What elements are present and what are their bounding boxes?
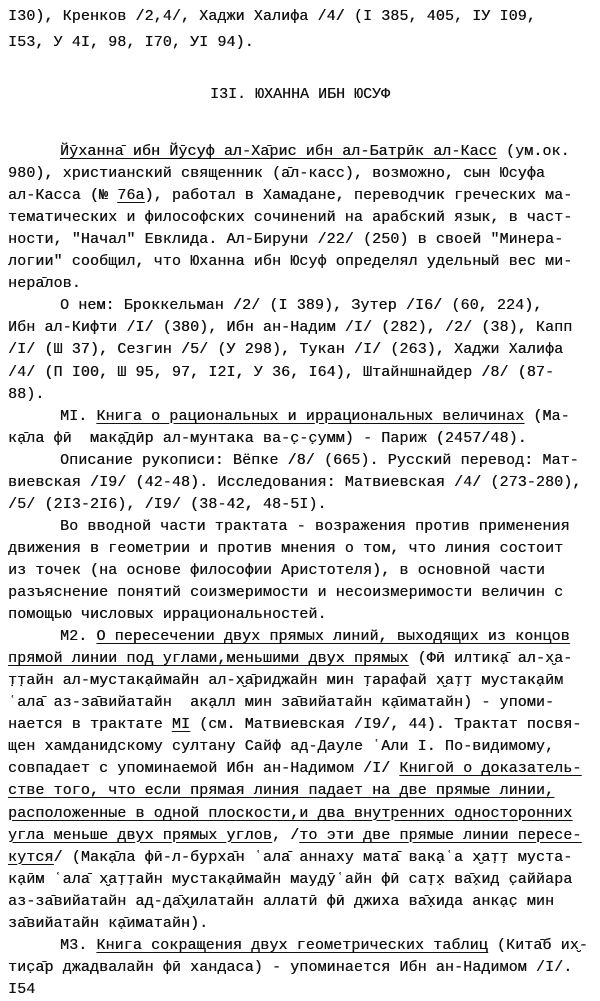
paragraph-first-line: [60, 516, 570, 538]
text-segment: (Ма-: [524, 407, 570, 425]
text-segment: помощью числовых иррациональностей.: [8, 606, 327, 624]
text-segment: ал-Касса (№: [8, 187, 118, 205]
text-line: I30), Кренков /2,4/, Хаджи Халифа /4/ (I 385, 405, IУ I09,: [8, 8, 536, 25]
paragraph-first-line: [60, 295, 542, 317]
text-line: [8, 803, 572, 825]
underlined-title: О пересечении двух прямых линий, выходящих из концов: [96, 628, 570, 646]
underlined-title: MI: [171, 716, 191, 734]
section-heading: I3I. ЮХАННА ИБН ЮСУФ: [209, 86, 391, 103]
text-line: [8, 494, 327, 516]
text-line: [8, 207, 572, 229]
text-line: [8, 251, 572, 273]
text-segment: , /: [271, 826, 300, 844]
text-segment: / (Мака̣̄ла фӣ-л-бурха̄н ʿала̄ аннаху мата̄ вака̣ʿа х̮ат̣т̣ муста-: [53, 848, 573, 866]
text-segment: (Фӣ илтика̣̄ ал-х̮а-: [408, 650, 573, 668]
text-line: [8, 825, 581, 847]
text-segment: разъяснение понятий соизмеримости и несоизмеримости величин с: [8, 584, 564, 601]
paragraph-first-line: [60, 935, 588, 957]
text-line: [8, 780, 554, 802]
underlined-title: Книга сокращения двух геометрических таблиц: [96, 936, 488, 954]
underlined-title: Книгой о доказатель-: [399, 760, 582, 778]
text-line: [8, 538, 563, 560]
text-segment: нается в трактате: [8, 716, 172, 734]
text-segment: т̣т̣айн ал-мустака̣ӣмайн ал-х̮а̄риджайн мин т̣арафай х̮ат̣т̣ мустака̣ӣм: [8, 672, 564, 690]
text-segment: движения в геометрии и против мнения о том, что линия состоит: [8, 539, 564, 557]
text-segment: ности, "Начал" Евклида. Ал-Бируни /22/ (250) в своей "Минера-: [8, 231, 564, 249]
text-segment: MI.: [60, 407, 97, 425]
text-segment: I54: [8, 980, 36, 998]
text-line: I53, У 4I, 98, I70, УI 94).: [8, 34, 254, 51]
text-segment: Во вводной части трактата - возражения против применения: [60, 517, 570, 535]
text-segment: аз-за̄вийатайн ад-да̄х̮илатайн аллатӣ фӣ джиха ва̄х̣ида анка̣с̣ мин: [8, 892, 555, 910]
text-segment: ка̣ӣм ʿала̄ х̮ат̣т̣айн мустака̣ӣмайн мауд̣ӯʿайн фӣ сат̣х̣ ва̄х̣ид с̣аййара: [8, 870, 573, 888]
text-line: [8, 229, 563, 251]
text-line: [8, 472, 581, 494]
text-segment: тис̣а̄р джадвалайн фӣ хандаса) - упоминается Ибн ан-Надимом /I/.: [8, 958, 573, 976]
text-segment: О нем: Броккельман /2/ (I 389), Зутер /I6/ (60, 224),: [60, 297, 543, 315]
text-line: [8, 736, 554, 758]
text-line: [8, 913, 208, 935]
text-segment: 88).: [8, 385, 45, 403]
text-line: [8, 648, 572, 670]
text-segment: тематических и философских сочинений на арабский язык, в част-: [8, 209, 573, 227]
underlined-title: 76а: [117, 187, 145, 205]
text-line: [8, 604, 327, 626]
underlined-title: Йӯханна̄ ибн Йӯсуф ал-Ха̄рис ибн ал-Батрӣк ал-Касс: [60, 143, 497, 160]
text-segment: ка̣̄ла фӣ мака̣̄дӣр ал-мунтака ва-с̣-с̣умм) - Париж (2457/48).: [8, 429, 527, 447]
text-line: [8, 582, 563, 604]
text-segment: /I/ (Ш 37), Сезгин /5/ (У 298), Тукан /I/ (263), Хаджи Халифа: [8, 341, 564, 359]
underlined-title: кутся: [8, 848, 54, 866]
text-line: [8, 957, 572, 979]
text-line: [8, 362, 554, 384]
text-line: [8, 273, 81, 295]
text-segment: совпадает с упоминаемой Ибн ан-Надимом /I/: [8, 760, 400, 778]
text-segment: Описание рукописи: Вёпке /8/ (665). Русский перевод: Мат-: [60, 451, 579, 469]
text-segment: за̄вийатайн ка̣̄иматайн).: [8, 914, 209, 932]
paragraph-first-line: [60, 406, 570, 428]
underlined-title: то эти две прямые линии пересе-: [299, 826, 582, 844]
text-segment: /4/ (П I00, Ш 95, 97, I2I, У 36, I64), Штайншнайдер /8/ (87-: [8, 363, 555, 381]
text-line: [8, 891, 554, 913]
text-segment: M3.: [60, 936, 97, 954]
text-segment: /5/ (2I3-2I6), /I9/ (38-42, 48-5I).: [8, 495, 327, 513]
underlined-title: Книга о рациональных и иррациональных величинах: [96, 407, 525, 425]
text-segment: нера̄лов.: [8, 275, 81, 293]
text-line: [8, 317, 572, 339]
text-line: [8, 847, 572, 869]
underlined-title: угла меньше двух прямых углов: [8, 826, 272, 844]
text-line: [8, 714, 581, 736]
text-segment: виевская /I9/ (42-48). Исследования: Матвиевская /4/ (273-280),: [8, 473, 582, 491]
text-segment: ), работал в Хамадане, переводчик греческих ма-: [144, 187, 573, 205]
text-segment: M2.: [60, 628, 97, 646]
text-segment: (ум.ок.: [496, 143, 570, 160]
underlined-title: расположенные в одной плоскости,и два внутренних односторонних: [8, 804, 573, 822]
underlined-title: прямой линии под углами,меньшими двух прямых: [8, 650, 409, 668]
text-line: [8, 869, 572, 891]
text-line: [8, 185, 572, 207]
text-segment: щен хамданидскому султану Сайф ад-Дауле ʿАли I. По-видимому,: [8, 738, 555, 756]
text-segment: из точек (на основе философии Аристотеля), в основной части: [8, 561, 545, 579]
text-line: [8, 339, 563, 361]
underlined-title: стве того, что если прямая линия падает на две прямые линии,: [8, 782, 555, 800]
paragraph-first-line: [60, 450, 579, 472]
text-segment: логии" сообщил, что Юханна ибн Юсуф определял удельный вес ми-: [8, 253, 573, 271]
text-line: [8, 670, 563, 692]
text-segment: 980), христианский священник (а̄л-касс), возможно, сын Юсуфа: [8, 165, 545, 183]
text-segment: ʿала̄ аз-за̄вийатайн ака̣лл мин за̄вийатайн ка̣̄иматайн) - упоми-: [8, 694, 555, 712]
text-line: [8, 979, 35, 1001]
text-line: [8, 560, 545, 582]
paragraph-first-line: [60, 626, 570, 648]
text-line: [8, 384, 44, 406]
paragraph-first-line: [60, 141, 570, 163]
text-segment: Ибн ал-Кифти /I/ (380), Ибн ан-Надим /I/ (282), /2/ (38), Капп: [8, 319, 573, 337]
text-line: [8, 428, 527, 450]
text-segment: (Кита̄б их̮-: [487, 936, 588, 954]
text-segment: (см. Матвиевская /I9/, 44). Трактат посвя-: [190, 716, 582, 734]
text-line: [8, 163, 545, 185]
text-line: [8, 692, 554, 714]
text-line: [8, 758, 581, 780]
